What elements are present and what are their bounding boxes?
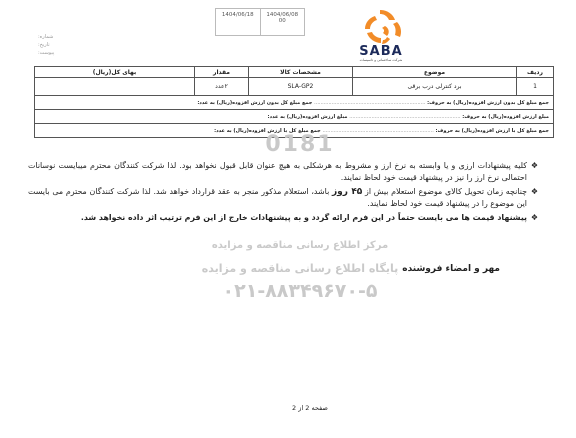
sum-with-vat-num-label: جمع مبلغ کل با ارزش افزوده(ریال) به عدد: (214, 127, 321, 134)
note-form (28, 212, 538, 224)
meta-number-label: شماره: (38, 34, 54, 40)
logo-text: SABA (359, 44, 403, 59)
header-subject: موضوع (353, 67, 517, 78)
note-delivery (28, 186, 538, 210)
header-spec: مشخصات کالا (249, 67, 353, 78)
sum-cell-without-vat[interactable] (35, 96, 554, 110)
watermark-line-1: مرکز اطلاع رسانی مناقصه و مزایده (211, 240, 389, 251)
logo-subtitle: شرکت ساختمانی و تاسیسات (359, 58, 403, 62)
row-spec: SLA-GP2 (249, 78, 353, 96)
row-qty: ۲عدد (195, 78, 249, 96)
note-delivery-text-a: چنانچه زمان تحویل کالای موضوع استعلام بیش از (365, 187, 527, 196)
header-row-number: ردیف (517, 67, 554, 78)
date-2-sub: 00 (278, 18, 286, 24)
date-box (215, 8, 305, 36)
vat-words-label: مبلغ ارزش افزوده(ریال) به حروف: (462, 113, 549, 120)
date-cell-1 (216, 9, 260, 35)
row-number: 1 (517, 78, 554, 96)
date-2: 1404/06/08 (266, 12, 299, 18)
sum-without-vat-words-label: جمع مبلغ کل بدون ارزش افزوده(ریال) به حروف: (427, 99, 549, 106)
note-currency-text: کلیه پیشنهادات ارزی و یا وابسته به نرخ ارز و مشروط به هرشکلی به هیچ عنوان قابل قبول نخواهد بود. لذا شرکت کنندگان محترم میبایست نوسانات احتمالی نرخ ارز را نیز در پیشنهاد قیمت خود لحاظ نمایند. (28, 161, 527, 182)
checkbox-bullet-icon: ❖ (530, 161, 538, 170)
header-qty: مقدار (195, 67, 249, 78)
table-row (35, 78, 554, 96)
sum-with-vat-dots: ...................................................................... (322, 127, 434, 134)
sum-row-without-vat (35, 96, 554, 110)
checkbox-bullet-icon: ❖ (530, 187, 538, 196)
row-price-field[interactable] (35, 78, 195, 96)
vat-num-label: مبلغ ارزش افزوده(ریال) به عدد: (267, 113, 348, 120)
note-delivery-text-b: باشد، استعلام مذکور منجر به عقد قرارداد خواهد شد. لذا شرکت کنندگان محترم می بایست این موضوع را در پیشنهاد قیمت خود لحاظ نمایند. (28, 187, 527, 208)
notes-section (28, 160, 538, 226)
table-header-row (35, 67, 554, 78)
watermark-line-2: پایگاه اطلاع رسانی مناقصه و مزایده (201, 262, 399, 275)
watermark-phone: ۰۲۱-۸۸۳۴۹۶۷۰-۵ (222, 280, 378, 302)
sum-without-vat-num-label: جمع مبلغ کل بدون ارزش افزوده(ریال) به عدد: (197, 99, 313, 106)
note-delivery-days: ۴۵ روز (332, 187, 363, 197)
sum-row-vat (35, 110, 554, 124)
watermark-number: 0181 (265, 132, 335, 157)
sum-with-vat-words-label: جمع مبلغ کل با ارزش افزوده(ریال) به حروف: (435, 127, 549, 134)
note-currency (28, 160, 538, 184)
checkbox-bullet-icon: ❖ (530, 213, 538, 222)
sum-without-vat-dots: ...................................................................... (314, 99, 426, 106)
date-cell-2 (260, 9, 305, 35)
quote-table (34, 66, 554, 138)
header-price: بهای کل(ریال) (35, 67, 195, 78)
sum-cell-vat[interactable] (35, 110, 554, 124)
note-form-text: پیشنهاد قیمت ها می بایست حتماً در این فرم ارائه گردد و به پیشنهادات خارج از این فرم ترتیب اثر داده نخواهد شد. (80, 213, 527, 222)
vat-dots: ...................................................................... (349, 113, 461, 120)
page-number: صفحه 2 از 2 (292, 404, 328, 412)
seller-signature-label: مهر و امضاء فروشنده (402, 264, 500, 274)
meta-attachment-label: پیوست: (38, 50, 55, 56)
row-subject: برد کنترلی درب برقی (353, 78, 517, 96)
date-1: 1404/06/18 (221, 12, 254, 18)
meta-date-label: تاریخ: (38, 42, 50, 48)
